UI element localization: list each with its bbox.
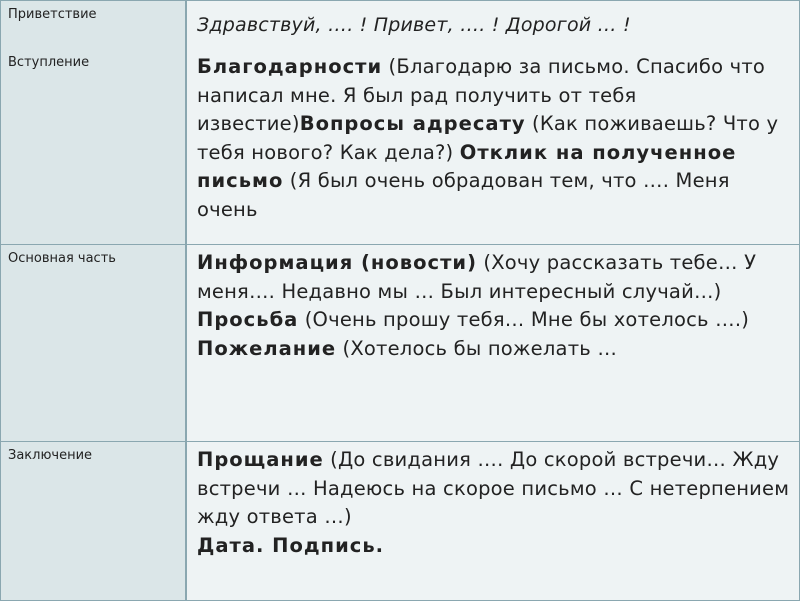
section-content-cell	[187, 245, 800, 441]
section-content-cell	[187, 1, 800, 49]
content-text: Здравствуй, …. ! Привет, …. ! Дорогой … !	[197, 14, 631, 36]
section-content	[197, 249, 792, 363]
table-border-left	[0, 0, 1, 600]
section-label-cell	[0, 442, 187, 600]
section-label: Вступление	[8, 55, 90, 70]
content-text: (Хочу рассказать тебе… У меня…. Недавно мы … Был интересный случай…)	[197, 251, 757, 303]
content-text: (Благодарю за письмо. Спасибо что написал мне. Я был рад получить от тебя известие)	[197, 55, 766, 135]
section-label: Основная часть	[8, 251, 116, 266]
content-heading: Благодарности	[197, 55, 383, 78]
section-label-cell	[0, 1, 187, 49]
section-content	[197, 11, 792, 40]
table-row-greeting	[0, 0, 800, 50]
content-heading: Дата. Подпись.	[197, 533, 385, 557]
content-text: (Как поживаешь? Что у тебя нового? Как дела?)	[197, 112, 779, 164]
section-label: Заключение	[8, 448, 93, 463]
content-heading: Прощание	[197, 448, 324, 471]
content-heading: Просьба	[197, 308, 299, 331]
content-heading: Вопросы адресату	[299, 112, 526, 135]
table-row-conclusion	[0, 442, 800, 601]
content-text: (Очень прошу тебя… Мне бы хотелось ….)	[298, 308, 750, 331]
section-label-cell	[0, 49, 187, 244]
section-content	[197, 53, 792, 224]
section-label-cell	[0, 245, 187, 441]
content-heading: Пожелание	[197, 336, 337, 360]
section-content	[197, 446, 792, 560]
content-heading: Информация (новости)	[197, 251, 477, 274]
table-row-main-part	[0, 245, 800, 442]
section-content-cell	[187, 442, 800, 600]
content-text: (Я был очень обрадован тем, что …. Меня очень	[197, 169, 730, 221]
section-label: Приветствие	[8, 7, 97, 22]
content-text: (Хотелось бы пожелать …	[336, 336, 618, 360]
content-heading: Отклик на полученное письмо	[197, 140, 737, 192]
table-row-introduction	[0, 49, 800, 245]
section-content-cell	[187, 49, 800, 244]
content-text: (До свидания …. До скорой встречи… Жду встречи … Надеюсь на скорое письмо … С нетерпением жду ответа …)	[197, 448, 790, 528]
